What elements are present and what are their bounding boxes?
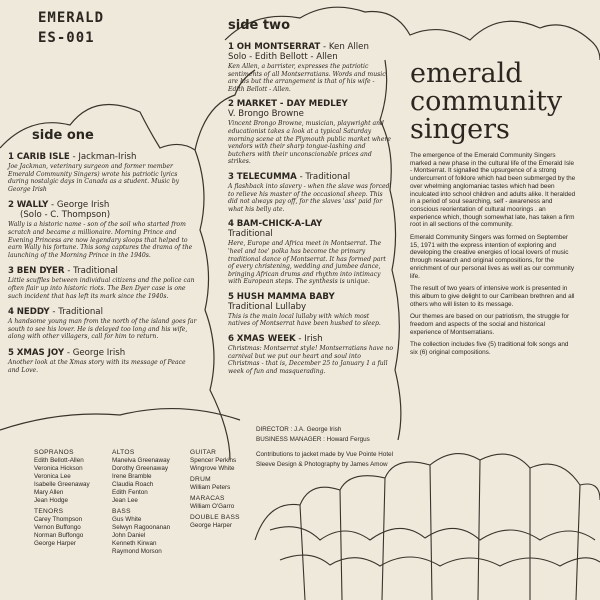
track-description: Vincent Brongo Browne, musician, playwright and educationist takes a look at a typical Saturday morning scene at the Plymouth public market where vendors with their sharp tongue-lashing and butchers with their unconscionable prices and strikes.: [228, 120, 391, 166]
manager-credit: BUSINESS MANAGER : Howard Fergus: [256, 435, 370, 443]
track-description: Little scuffles between individual citizens and the police can often flair up into historic riots. The Ben Dyer case is one such incident that has left its mark since the 1940s.: [8, 277, 195, 300]
side-two-heading: side two: [228, 18, 290, 33]
side-one-heading: side one: [32, 128, 94, 143]
track-side1-2: 2 WALLY - George Irish (Solo - C. Thompson) Wally is a historic name - son of the soil who started from scratch and became a millionaire. Morning Prince and Evening Princess are now legendary sloops that helped to earn Wally his fortune. This song captures the drama of the launching of the Morning Prince in the 1940s.: [8, 200, 198, 259]
track-title: BAM-CHICK-A-LAY: [236, 219, 323, 230]
track-title: TELECUMMA: [236, 171, 297, 182]
track-title: NEDDY: [16, 307, 50, 318]
track-description: This is the main local lullaby with which most natives of Montserrat have been hushed to sleep.: [228, 312, 381, 328]
contrib-credit: Contributions to jacket made by Vue Pointe Hotel: [256, 451, 393, 458]
track-title: BEN DYER: [16, 266, 65, 277]
intro-text: The emergence of the Emerald Community Singers marked a new phase in the cultural life of the Emerald Isle - Montserrat. It signalled the upsurgence of a strong undercurrent of folklore which had been submerged by the over whelming anglomaniac tastes which had been inculcated into school children and adults alike. It heralded in a period of soul searching, self - awareness and conscious reorientation of cultural moorings . an experience which, though somewhat late, has taken a firm root in all sections of the community. Emerald Community Singers was formed on September 15, 1971 with the express intention of exploring and developing the creative energies of local lovers of music through research and original compositions, for the enrichment of our personal lives as well as our community life. The result of two years of intensive work is presented in this album to give delight to our Carribean brethren and all others who will listen to its message. Our themes are based on our patriotism, the struggle for freedom and aspects of the social and historical experience of Montserratians. The collection includes five (5) traditional folk songs and six (6) original compositions.: [410, 152, 576, 357]
track-side1-1: 1 CARIB ISLE - Jackman-Irish Joe Jackman, veterinary surgeon and former member Emerald Community Singers) wrote his patriotic lyrics during nostalgic days in Canada as a student. Music by George Irish: [8, 152, 198, 193]
tree-illustration: [255, 454, 600, 600]
catalog-block: [38, 8, 104, 48]
side-two-tracks: [228, 42, 393, 375]
track-side2-2: 2 MARKET - DAY MEDLEY V. Brongo Browne Vincent Brongo Browne, musician, playwright and educationist takes a look at a typical Saturday morning scene at the Plymouth public market where vendors with their sharp tongue-lashing and butchers with their unconscionable prices and strikes.: [228, 99, 393, 166]
track-description: Wally is a historic name - son of the soil who started from scratch and became a millionaire. Morning Prince and Evening Princess are now legendary sloops that helped to earn Wally his fortune. This song captures the drama of the launching of the Morning Prince in the 1940s.: [8, 221, 193, 259]
track-side2-5: 5 HUSH MAMMA BABY Traditional Lullaby This is the main local lullaby with which most natives of Montserrat have been hushed to sleep.: [228, 292, 393, 328]
director-credit: DIRECTOR : J.A. George Irish: [256, 426, 342, 433]
side-one-tracks: [8, 152, 198, 374]
track-credit-2: Traditional Lullaby: [228, 301, 307, 312]
track-title: CARIB ISLE: [16, 152, 70, 162]
track-title: WALLY: [16, 200, 49, 211]
track-credit-2: Solo - Edith Bellott - Allen: [228, 52, 338, 62]
track-side2-4: 4 BAM-CHICK-A-LAY Traditional Here, Europe and Africa meet in Montserrat. The 'heel and toe' polka has become the primary traditional dance of Montserrat. It has formed part of every christening, wedding and jumbee dance, bringing African drums and rhythm into intimacy with European steps. The synthesis is unique.: [228, 219, 393, 286]
track-credit-2: V. Brongo Browne: [228, 109, 304, 120]
track-title: XMAS JOY: [16, 347, 65, 358]
track-credit: - Traditional: [67, 266, 118, 277]
catalog-label: EMERALD: [38, 10, 105, 26]
track-side1-4: 4 NEDDY - Traditional A handsome young man from the north of the island goes far south to see his lover. He is delayed too long and his wife, along with other villagers, call for him to return.: [8, 307, 197, 341]
track-credit-2: (Solo - C. Thompson): [20, 210, 111, 221]
track-credit: - George Irish: [51, 200, 110, 211]
track-side1-5: 5 XMAS JOY - George Irish Another look at the Xmas story with its message of Peace and Love.: [8, 348, 198, 374]
track-title: HUSH MAMMA BABY: [236, 291, 335, 302]
track-side2-1: 1 OH MONTSERRAT - Ken Allen Solo - Edith Bellott - Allen Ken Allen, a barrister, expresses the patriotic sentiments of all Montserratians. Words and music are his but the arrangement is that of his wife - Edith Bellott - Allen.: [228, 42, 393, 93]
track-title: OH MONTSERRAT: [236, 42, 321, 52]
track-credit: - Traditional: [52, 307, 103, 318]
brand-title: emerald community singers: [410, 58, 563, 145]
track-credit: - Jackman-Irish: [72, 152, 137, 162]
track-title: XMAS WEEK: [236, 334, 296, 345]
track-description: Another look at the Xmas story with its message of Peace and Love.: [8, 358, 186, 374]
track-credit-2: Traditional: [228, 229, 273, 240]
track-description: A flashback into slavery - when the slave was forced to relieve his master of the occasional sheep. This did not always pay off, for the slaves 'ass' paid for what his belly ate.: [228, 182, 390, 213]
track-description: Christmas: Montserrat style! Montserratians have no carnival but we put our heart and soul into Christmas - that is, December 25 to January 1 a full week of fun and masquerading.: [228, 345, 394, 375]
track-description: Joe Jackman, veterinary surgeon and former member Emerald Community Singers) wrote his patriotic lyrics during nostalgic days in Canada as a student. Music by George Irish: [8, 163, 180, 193]
production-credits: [256, 425, 393, 469]
track-side1-3: 3 BEN DYER - Traditional Little scuffles between individual citizens and the police can often flair up into historic riots. The Ben Dyer case is one such incident that has left its mark since the 1940s.: [8, 266, 198, 300]
track-credit: - Ken Allen: [323, 42, 369, 52]
track-description: Ken Allen, a barrister, expresses the patriotic sentiments of all Montserratians. Words and music are his but the arrangement is that of his wife - Edith Bellott - Allen.: [228, 63, 386, 93]
track-description: A handsome young man from the north of the island goes far south to see his lover. He is delayed too long and his wife, along with other villagers, call for him to return.: [8, 318, 197, 341]
track-title: MARKET - DAY MEDLEY: [236, 99, 348, 110]
catalog-number: ES-001: [38, 30, 95, 46]
track-credit: - George Irish: [66, 347, 126, 358]
track-side2-3: 3 TELECUMMA - Traditional A flashback into slavery - when the slave was forced to relieve his master of the occasional sheep. This did not always pay off, for the slaves 'ass' paid for what his belly ate.: [228, 172, 393, 213]
track-credit: - Irish: [298, 334, 323, 345]
design-credit: Sleeve Design & Photography by James Amow: [256, 460, 388, 468]
credits-altos-bass: ALTOS Manelva Greenaway Dorothy Greenaway Irene Bramble Claudia Roach Edith Fenton Jean Lee BASS Gus White Selwyn Ragoonanan John Daniel Kenneth Kirwan Raymond Morson: [112, 449, 171, 555]
credits-instruments: GUITAR Spencer Perkins Wingrove White DRUM William Peters MARACAS William O'Garro DOUBLE BASS George Harper: [190, 449, 240, 529]
track-side2-6: 6 XMAS WEEK - Irish Christmas: Montserrat style! Montserratians have no carnival but we put our heart and soul into Christmas - that is, December 25 to January 1 a full week of fun and masquerading.: [228, 334, 394, 375]
track-description: Here, Europe and Africa meet in Montserrat. The 'heel and toe' polka has become the primary traditional dance of Montserrat. It has formed part of every christening, wedding and jumbee dance, bringing African drums and rhythm into intimacy with European steps. The synthesis is unique.: [228, 240, 386, 286]
track-credit: - Traditional: [299, 171, 351, 182]
credits-sopranos: SOPRANOS Edith Bellott-Allen Veronica Hickson Veronica Lee Isabelle Greenaway Mary Allen Jean Hodge TENORS Carey Thompson Vernon Buffongo Norman Buffongo George Harper: [34, 449, 90, 547]
